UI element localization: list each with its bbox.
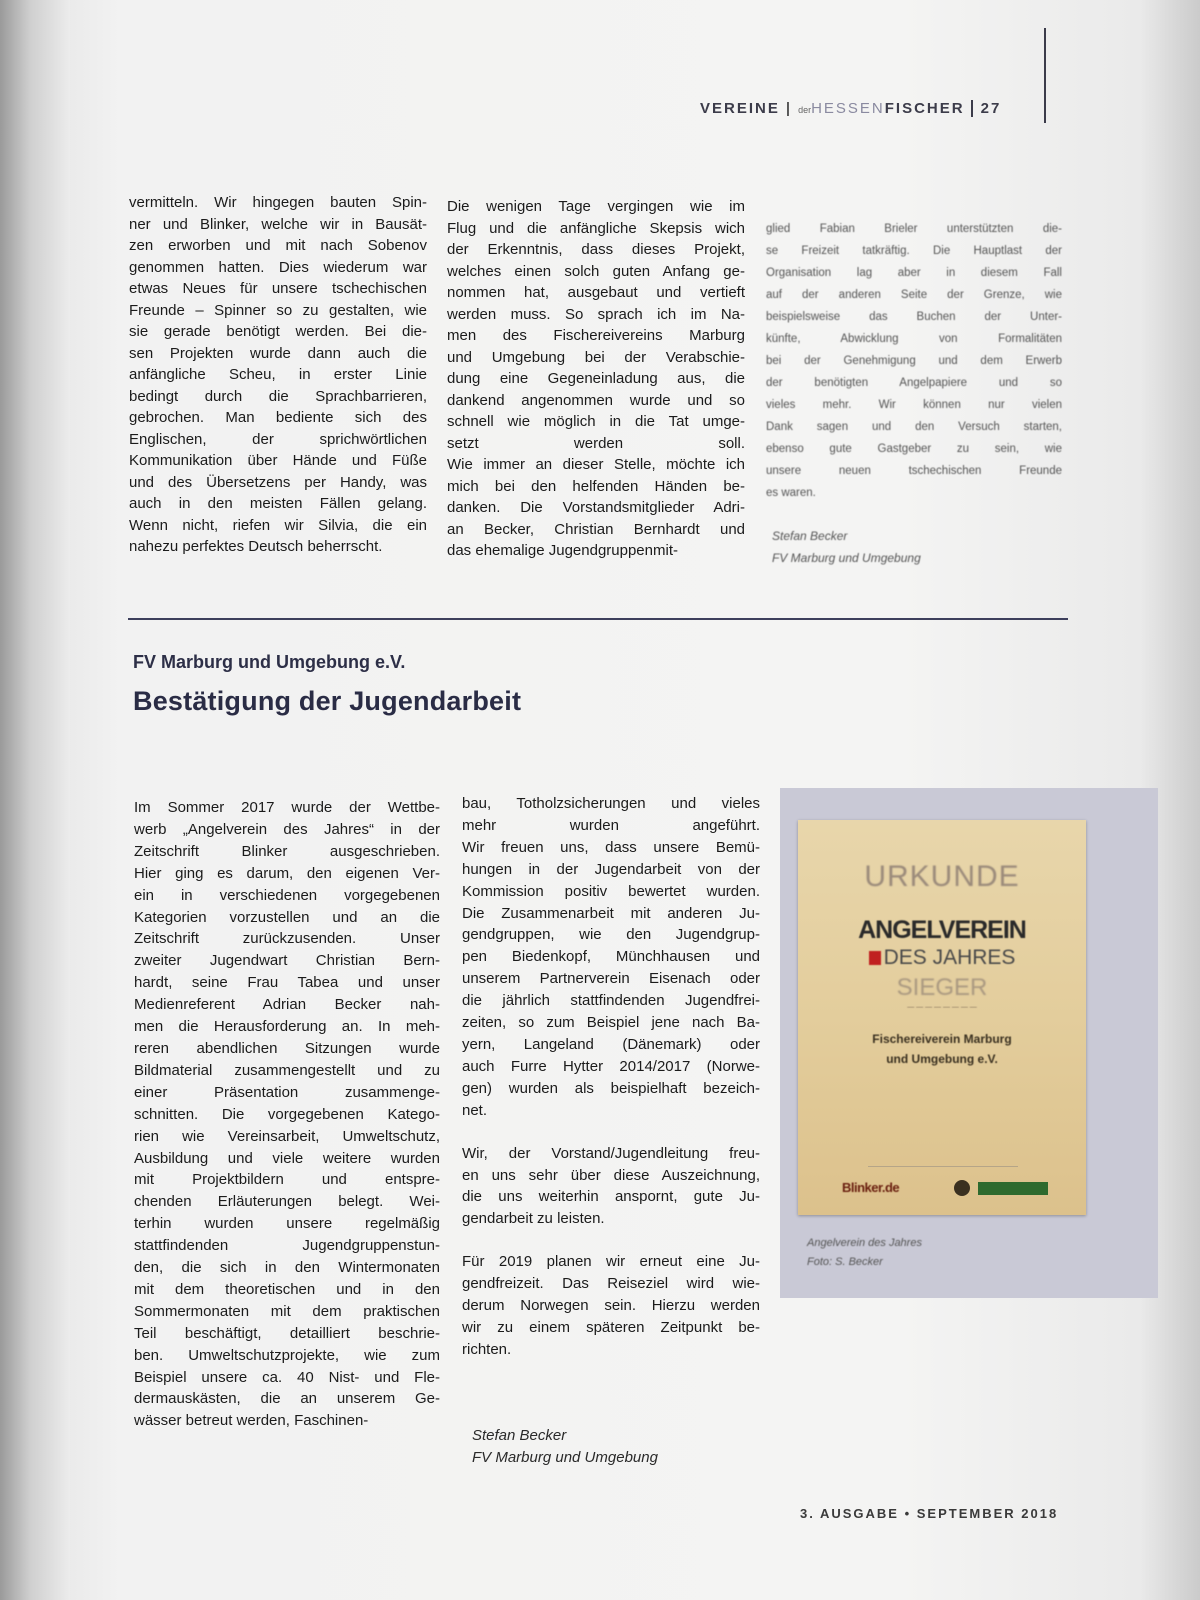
text-line: hungen in der Jugendarbeit von der — [462, 860, 760, 878]
text-line: Wenn nicht, riefen wir Silvia, die ein — [129, 516, 427, 534]
text-line: richten. — [462, 1340, 512, 1358]
article-signature-org: FV Marburg und Umgebung — [472, 1449, 658, 1466]
blinker-logo: Blinker.de — [842, 1180, 900, 1195]
text-line: die uns weiterhin anspornt, gute Ju- — [462, 1188, 760, 1206]
prev-article-col2 — [447, 196, 745, 562]
magazine-fischer: FISCHER — [884, 100, 965, 117]
text-line: genommen hatten. Dies wiederum war — [129, 258, 427, 276]
text-line: danken. Die Vorstandsmitglieder Adri- — [447, 499, 745, 516]
text-line: gendfreizeit. Das Reiseziel wird wie- — [462, 1275, 760, 1293]
text-line: der benötigten Angelpapiere und so — [766, 377, 1062, 389]
text-line: dung eine Gegeneinladung aus, die — [447, 370, 745, 387]
certificate-category-line: — — — — — — — — — [907, 1004, 977, 1011]
text-line: wir zu einem späteren Zeitpunkt be- — [462, 1318, 760, 1336]
text-line: auch Furre Hytter 2014/2017 (Norwe- — [462, 1057, 760, 1075]
text-line: das ehemalige Jugendgruppenmit- — [447, 542, 678, 559]
magazine-hessen: HESSEN — [811, 100, 885, 117]
text-line: nommen hat, ausgebaut und vertieft — [447, 284, 745, 301]
certificate-angelverein: ANGELVEREIN — [858, 916, 1026, 944]
text-line: an Becker, Christian Bernhardt und — [447, 520, 745, 538]
text-line: Zeitschrift Blinker ausgeschrieben. — [134, 842, 440, 860]
text-line: Wie immer an dieser Stelle, möchte ich — [447, 456, 745, 473]
article-divider — [128, 618, 1068, 620]
text-line: gendarbeit zu leisten. — [462, 1210, 605, 1228]
text-line: setzt werden soll. — [447, 434, 745, 452]
paragraph-gap — [462, 1122, 760, 1143]
article-col2 — [462, 793, 760, 1361]
text-line: rien wie Vereinsarbeit, Umweltschutz, — [134, 1127, 440, 1145]
certificate-photo — [798, 820, 1086, 1215]
text-line: ben. Umweltschutzprojekte, wie zum — [134, 1346, 440, 1364]
text-line: auch in den meisten Fällen gelang. — [129, 495, 427, 512]
text-line: zeiten, so zum Beispiel jene nach Ba- — [462, 1014, 760, 1032]
text-line: vieles mehr. Wir können nur vielen — [766, 399, 1062, 411]
text-line: zweiter Jugendwart Christian Bern- — [134, 952, 440, 970]
text-line: Freunde – Spinner so zu gestalten, wie — [129, 301, 427, 319]
text-line: es waren. — [766, 487, 816, 499]
text-line: zen erworben und mit nach Sobenov — [129, 237, 427, 254]
section-label: VEREINE — [700, 100, 780, 117]
text-line: beispielsweise das Buchen der Unter- — [766, 311, 1062, 323]
text-line: der Erkenntnis, dass dieses Projekt, — [447, 241, 745, 258]
certificate-urkunde: URKUNDE — [864, 860, 1020, 893]
text-line: den, die sich in den Wintermonaten — [134, 1259, 440, 1277]
page-spine — [0, 0, 70, 1600]
text-line: Ausbildung und viele weitere wurden — [134, 1149, 440, 1167]
text-line: ein in verschiedenen vorgegebenen — [134, 886, 440, 904]
text-line: bei der Genehmigung und dem Erwerb — [766, 355, 1062, 367]
prev-signature-org: FV Marburg und Umgebung — [772, 551, 921, 565]
text-line: ebenso gute Gastgeber zu sein, wie — [766, 443, 1062, 455]
text-line: hardt, seine Frau Tabea und unser — [134, 974, 440, 992]
text-line: gen) wurden als beispielhaft bezeich- — [462, 1079, 760, 1097]
text-line: dermauskästen, die an unserem Ge- — [134, 1390, 440, 1408]
text-line: etwas Neues für unsere tschechischen — [129, 280, 427, 297]
text-line: dankend angenommen wurde und so — [447, 391, 745, 409]
text-line: derum Norwegen sein. Hierzu werden — [462, 1297, 760, 1315]
text-line: und Umgebung bei der Verabschie- — [447, 348, 745, 366]
text-line: werden muss. So sprach ich im Na- — [447, 305, 745, 323]
certificate-club-line1: Fischereiverein Marburg — [872, 1032, 1012, 1046]
text-line: mehr wurden angeführt. — [462, 816, 760, 834]
article-col1 — [134, 797, 440, 1432]
text-line: auf der anderen Seite der Grenze, wie — [766, 289, 1062, 301]
text-line: künfte, Abwicklung von Formalitäten — [766, 333, 1062, 345]
text-line: Kommission positiv bewertet wurden. — [462, 882, 760, 900]
photo-caption — [807, 1234, 922, 1272]
certificate-sieger: SIEGER — [896, 974, 988, 1001]
text-line: pen Biedenkopf, Münchhausen und — [462, 948, 760, 966]
article-kicker: FV Marburg und Umgebung e.V. — [133, 652, 406, 672]
issue-footer: 3. AUSGABE • SEPTEMBER 2018 — [800, 1506, 1059, 1521]
text-line: einer Präsentation zusammenge- — [134, 1083, 440, 1101]
article-signature-name: Stefan Becker — [472, 1427, 567, 1444]
text-line: Wir freuen uns, dass unsere Bemü- — [462, 838, 760, 856]
text-line: men des Fischereivereins Marburg — [447, 327, 745, 344]
text-line: Hier ging es darum, den eigenen Ver- — [134, 864, 440, 882]
text-line: men die Herausforderung an. In meh- — [134, 1018, 440, 1036]
article-col2-para1 — [462, 793, 760, 1122]
red-square-icon — [869, 951, 881, 965]
caption-credit: Foto: S. Becker — [807, 1256, 883, 1268]
article-col2-para2 — [462, 1143, 760, 1231]
green-logo-icon — [978, 1182, 1048, 1195]
text-line: und des Übersetzens per Handy, was — [129, 473, 427, 491]
prev-article-col3 — [766, 218, 1062, 504]
text-line: sen Projekten wurde dann auch die — [129, 344, 427, 362]
text-line: Kategorien vorzustellen und an die — [134, 908, 440, 926]
magazine-der: der — [798, 105, 812, 115]
text-line: unserem Partnerverein Eisenach oder — [462, 970, 760, 988]
running-header — [700, 100, 1090, 130]
text-line: schnell wie möglich in die Tat umge- — [447, 413, 745, 430]
text-line: Zeitschrift zurückzusenden. Unser — [134, 930, 440, 948]
text-line: Bildmaterial zusammengestellt und zu — [134, 1061, 440, 1079]
header-separator: | — [785, 100, 793, 117]
text-line: welches einen solch guten Anfang ge- — [447, 262, 745, 280]
text-line: werb „Angelverein des Jahres“ in der — [134, 820, 440, 838]
text-line: en uns sehr über diese Auszeichnung, — [462, 1166, 760, 1184]
text-line: stattfindenden Jugendgruppenstun- — [134, 1237, 440, 1255]
page-number: 27 — [971, 100, 1002, 117]
text-line: mich bei den helfenden Händen be- — [447, 477, 745, 495]
text-line: Wir, der Vorstand/Jugendleitung freu- — [462, 1144, 760, 1162]
text-line: se Freizeit tatkräftig. Die Hauptlast der — [766, 245, 1062, 257]
text-line: bau, Totholzsicherungen und vieles — [462, 795, 760, 812]
text-line: Organisation lag aber in diesem Fall — [766, 267, 1062, 279]
text-line: Die Zusammenarbeit mit anderen Ju- — [462, 904, 760, 922]
text-line: sie gerade benötigt werden. Bei die- — [129, 323, 427, 340]
text-line: Dank sagen und den Versuch starten, — [766, 421, 1062, 433]
certificate-signature-line — [868, 1152, 1018, 1167]
text-line: gendgruppen, wie den Jugendgrup- — [462, 926, 760, 944]
certificate-des-jahres — [798, 946, 1086, 970]
text-line: anfängliche Scheu, in erster Linie — [129, 366, 427, 383]
article-title: Bestätigung der Jugendarbeit — [133, 686, 522, 716]
prev-article-signature — [772, 525, 921, 569]
paragraph-gap — [462, 1230, 760, 1251]
text-line: ner und Blinker, welche wir in Bausät- — [129, 215, 427, 233]
text-line: schnitten. Die vorgegebenen Katego- — [134, 1105, 440, 1123]
text-line: Die wenigen Tage vergingen wie im — [447, 198, 745, 215]
text-line: mit dem theoretischen und in den — [134, 1280, 440, 1298]
text-line: terhin wurden unsere regelmäßig — [134, 1215, 440, 1233]
text-line: net. — [462, 1101, 488, 1119]
text-line: Im Sommer 2017 wurde der Wettbe- — [134, 799, 440, 816]
text-line: bedingt durch die Sprachbarrieren, — [129, 387, 427, 405]
text-line: nahezu perfektes Deutsch beherrscht. — [129, 538, 383, 555]
text-line: Sommermonaten mit dem praktischen — [134, 1302, 440, 1320]
text-line: Medienreferent Adrian Becker nah- — [134, 996, 440, 1014]
caption-title: Angelverein des Jahres — [807, 1237, 922, 1249]
article-col2-para3 — [462, 1251, 760, 1361]
text-line: Flug und die anfängliche Skepsis wich — [447, 219, 745, 237]
text-line: Teil beschäftigt, detailliert beschrie- — [134, 1324, 440, 1342]
text-line: Kommunikation über Hände und Füße — [129, 452, 427, 469]
certificate-logos — [842, 1178, 1052, 1200]
certificate-des-jahres-text: DES JAHRES — [883, 946, 1016, 969]
text-line: unsere neuen tschechischen Freunde — [766, 465, 1062, 477]
text-line: Beispiel unsere ca. 40 Nist- und Fle- — [134, 1368, 440, 1386]
text-line: die jährlich stattfindenden Jugendfrei- — [462, 992, 760, 1010]
text-line: Für 2019 planen wir erneut eine Ju- — [462, 1253, 760, 1271]
text-line: glied Fabian Brieler unterstützten die- — [766, 223, 1062, 235]
text-line: wässer betreut werden, Faschinen- — [134, 1412, 369, 1430]
text-line: chenden Erläuterungen belegt. Wei- — [134, 1193, 440, 1211]
prev-article-col1 — [129, 192, 427, 558]
text-line: vermitteln. Wir hingegen bauten Spin- — [129, 194, 427, 211]
text-line: mit Projektbildern und entspre- — [134, 1171, 440, 1189]
round-emblem-icon — [954, 1180, 970, 1196]
text-line: gebrochen. Man bediente sich des — [129, 409, 427, 426]
prev-signature-name: Stefan Becker — [772, 529, 848, 543]
article-signature — [472, 1425, 658, 1469]
text-line: reren abendlichen Sitzungen wurde — [134, 1039, 440, 1057]
text-line: yern, Langeland (Dänemark) oder — [462, 1035, 760, 1053]
certificate-club-line2: und Umgebung e.V. — [886, 1052, 998, 1066]
text-line: Englischen, der sprichwörtlichen — [129, 430, 427, 448]
